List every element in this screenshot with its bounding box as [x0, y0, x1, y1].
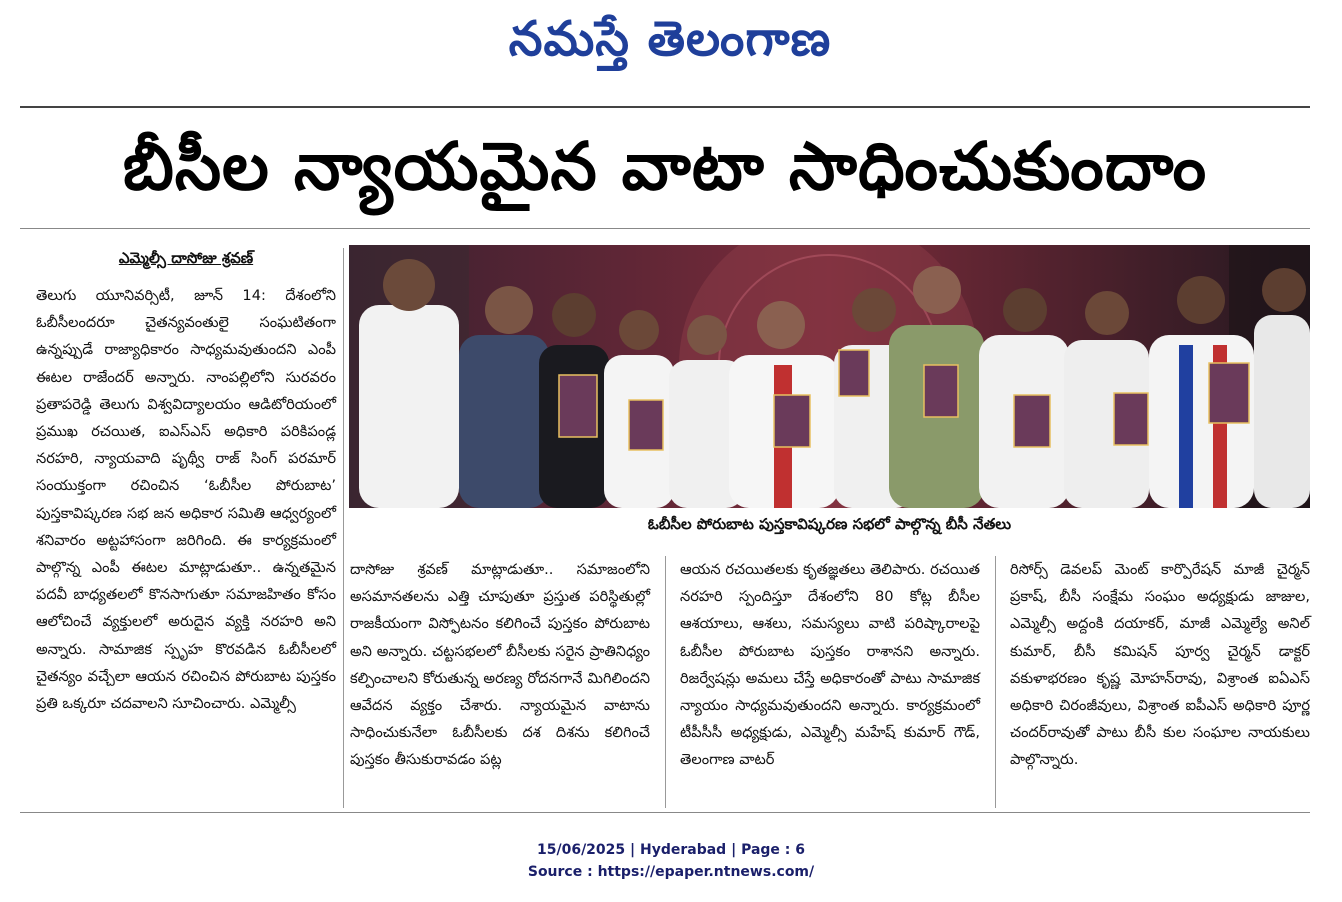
photo-caption-text: ఓబీసీల పోరుబాట పుస్తకావిష్కరణ సభలో పాల్గొన్న బీసీ నేతలు	[647, 515, 1012, 533]
newspaper-masthead	[470, 6, 870, 72]
article-bottom-divider	[20, 812, 1310, 813]
masthead-title: నమస్తే తెలంగాణ	[508, 11, 832, 67]
headline-text: బీసీల న్యాయమైన వాటా సాధించుకుందాం	[122, 128, 1208, 205]
masthead-divider	[20, 106, 1310, 108]
column-4-text: రిసోర్స్ డెవలప్ మెంట్ కార్పొరేషన్ మాజీ చైర్మన్ ప్రకాష్, బీసీ సంక్షేమ సంఘం అధ్యక్షుడు జాజుల, ఎమ్మెల్సీ అద్దంకి దయాకర్, మాజీ ఎమ్మెల్యే అనిల్ కుమార్, బీసీ కమిషన్ పూర్వ చైర్మన్ డాక్టర్ వకుళాభరణం కృష్ణ మోహన్‌రావు, విశ్రాంత ఐఏఎస్ అధికారి చిరంజీవులు, విశ్రాంత ఐపీఎస్ అధికారి పూర్ణ చందర్‌రావుతో పాటు బీసీ కుల సంఘాల నాయకులు పాల్గొన్నారు.	[1010, 561, 1310, 769]
byline-text: ఎమ్మెల్సీ దాసోజు శ్రవణ్	[118, 249, 254, 267]
footer-source: Source : https://epaper.ntnews.com/	[527, 864, 815, 880]
column-1-text: తెలుగు యూనివర్సిటీ, జూన్ 14: దేశంలోని ఓబీసీలందరూ చైతన్యవంతులై సంఘటితంగా ఉన్నప్పుడే రాజ్యాధికారం సాధ్యమవుతుందని ఎంపీ ఈటల రాజేందర్ అన్నారు. నాంపల్లిలోని సురవరం ప్రతాపరెడ్డి తెలుగు విశ్వవిద్యాలయం ఆడిటోరియంలో ప్రముఖ రచయిత, ఐఎస్ఎస్ అధికారి పరికిపండ్ల నరహరి, న్యాయవాది పృథ్వీ రాజ్ సింగ్ పరమార్ సంయుక్తంగా రచించిన ‘ఓబీసీల పోరుబాట’ పుస్తకావిష్కరణ సభ జన అధికార సమితి ఆధ్వర్యంలో శనివారం అట్టహాసంగా జరిగింది. ఈ కార్యక్రమంలో పాల్గొన్న ఎంపీ ఈటల మాట్లాడుతూ.. ఉన్నతమైన పదవీ బాధ్యతలలో కొనసాగుతూ సమాజహితం కోసం ఆలోచించే వ్యక్తులలో అరుదైన వ్యక్తి నరహరి అని అన్నారు. సామాజిక స్పృహ కొరవడిన ఓబీసీలలో చైతన్యం వచ్చేలా ఆయన రచించిన పోరుబాట పుస్తకం ప్రతి ఒక్కరూ చదవాలని సూచించారు. ఎమ్మెల్సీ	[36, 287, 336, 713]
event-photo	[349, 245, 1310, 508]
article-headline	[20, 112, 1310, 222]
article-column-4	[1010, 556, 1310, 774]
article-column-3	[680, 556, 980, 774]
column-divider	[665, 556, 666, 808]
group-photo-illustration	[349, 245, 1310, 508]
article-column-2	[350, 556, 650, 774]
byline	[36, 248, 336, 274]
article-column-1	[36, 282, 336, 717]
photo-caption	[349, 514, 1310, 542]
column-2-text: దాసోజు శ్రవణ్ మాట్లాడుతూ.. సమాజంలోని అసమానతలను ఎత్తి చూపుతూ ప్రస్తుత పరిస్థితుల్లో రాజకీయంగా విస్ఫోటనం కలిగించే పుస్తకం పోరుబాట అని అన్నారు. చట్టసభలలో బీసీలకు సరైన ప్రాతినిధ్యం కల్పించాలని కోరుతున్న అరణ్య రోదనగానే మిగిలిందని ఆవేదన వ్యక్తం చేశారు. న్యాయమైన వాటాను సాధించుకునేలా ఓబీసీలకు దశ దిశను కలిగించే పుస్తకం తీసుకురావడం పట్ల	[350, 561, 650, 769]
column-divider	[995, 556, 996, 808]
column-divider	[343, 248, 344, 808]
headline-divider	[20, 228, 1310, 229]
footer-date-edition: 15/06/2025 | Hyderabad | Page : 6	[536, 842, 806, 858]
column-3-text: ఆయన రచయితలకు కృతజ్ఞతలు తెలిపారు. రచయిత నరహరి స్పందిస్తూ దేశంలోని 80 కోట్ల బీసీల ఆశయాలు, ఆశలు, సమస్యలు వాటి పరిష్కారాలపై ఓబీసీల పోరుబాట పుస్తకం రాశానని అన్నారు. రిజర్వేషన్లు అమలు చేస్తే అధికారంతో పాటు సామాజిక న్యాయం సాధ్యమవుతుందని అన్నారు. కార్యక్రమంలో టీపీసీసీ అధ్యక్షుడు, ఎమ్మెల్సీ మహేష్ కుమార్ గౌడ్, తెలంగాణ వాటర్	[680, 561, 980, 769]
